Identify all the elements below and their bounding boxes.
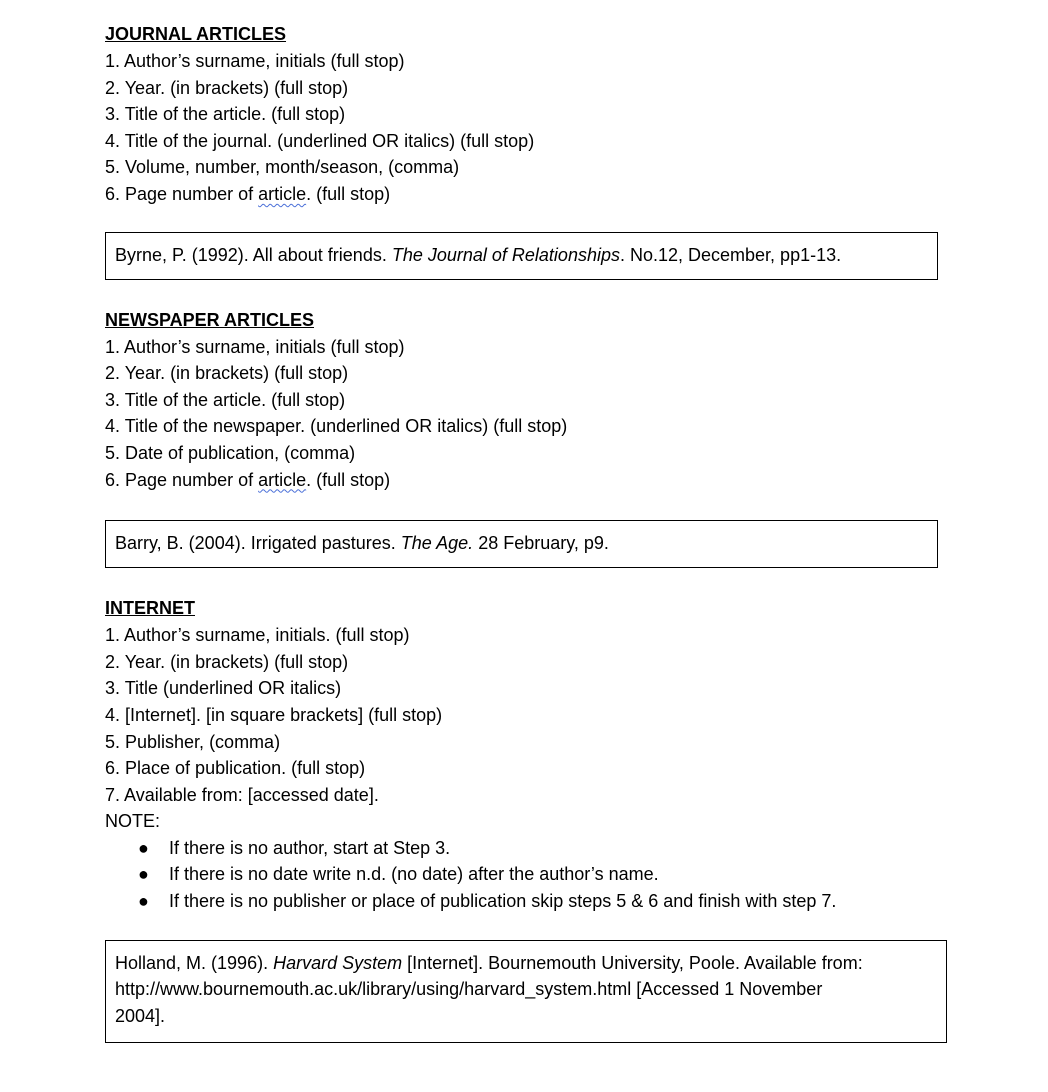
newspaper-example-reference: [115, 530, 928, 557]
internet-steps-list: [105, 622, 985, 835]
journal-step-6-before: 6. Page number of: [105, 183, 259, 204]
journal-example-title: The Journal of Relationships: [391, 244, 620, 265]
note-item: [105, 861, 985, 888]
journal-example-box: [105, 232, 938, 280]
newspaper-step-2: 2. Year. (in brackets) (full stop): [105, 363, 349, 384]
journal-step-5: 5. Volume, number, month/season, (comma): [105, 157, 460, 178]
journal-step-6-after: . (full stop): [306, 183, 391, 204]
notes-list: [105, 835, 985, 915]
newspaper-step-5: 5. Date of publication, (comma): [105, 442, 356, 463]
newspaper-step-6-after: . (full stop): [306, 469, 391, 490]
journal-example-details: . No.12, December, pp1-13.: [619, 244, 842, 265]
newspaper-step-1: 1. Author’s surname, initials (full stop): [105, 336, 405, 357]
internet-step-7: 7. Available from: [accessed date].: [105, 784, 379, 805]
journal-example-text: Byrne, P. (1992). All about friends.: [115, 244, 392, 265]
spellcheck-word[interactable]: article: [258, 469, 307, 490]
newspaper-steps-list: [105, 334, 985, 494]
bullet-icon: ●: [138, 891, 149, 912]
internet-step-6: 6. Place of publication. (full stop): [105, 758, 366, 779]
note-item: [105, 835, 985, 862]
internet-section: [105, 595, 985, 1043]
internet-step-5: 5. Publisher, (comma): [105, 731, 281, 752]
internet-example-text: Holland, M. (1996).: [115, 952, 274, 973]
newspaper-step-3: 3. Title of the article. (full stop): [105, 389, 346, 410]
internet-example-title: Harvard System: [273, 952, 403, 973]
newspaper-example-title: The Age.: [400, 533, 474, 554]
spellcheck-word[interactable]: article: [258, 183, 307, 204]
journal-articles-heading: JOURNAL ARTICLES: [105, 24, 287, 44]
newspaper-example-box: [105, 520, 938, 568]
newspaper-example-text: Barry, B. (2004). Irrigated pastures.: [115, 533, 401, 554]
journal-step-4: 4. Title of the journal. (underlined OR italics) (full stop): [105, 130, 535, 151]
internet-example-details: [Internet]. Bournemouth University, Poole. Available from:: [402, 952, 863, 973]
internet-example-line-3: 2004].: [115, 1005, 166, 1026]
internet-example-box: [105, 940, 947, 1043]
note-text: If there is no publisher or place of publication skip steps 5 & 6 and finish with step 7.: [169, 891, 837, 912]
newspaper-step-4: 4. Title of the newspaper. (underlined OR italics) (full stop): [105, 416, 568, 437]
internet-step-1: 1. Author’s surname, initials. (full stop): [105, 625, 410, 646]
bullet-icon: ●: [138, 864, 149, 885]
journal-example-reference: [115, 242, 928, 269]
journal-step-1: 1. Author’s surname, initials (full stop): [105, 51, 405, 71]
journal-step-6: [105, 181, 985, 208]
newspaper-example-details: 28 February, p9.: [473, 533, 609, 554]
note-text: If there is no date write n.d. (no date) after the author’s name.: [169, 864, 659, 885]
journal-step-3: 3. Title of the article. (full stop): [105, 104, 346, 125]
newspaper-articles-heading: NEWSPAPER ARTICLES: [105, 309, 315, 330]
journal-steps-list: [105, 48, 985, 208]
note-item: [105, 888, 985, 915]
internet-heading: INTERNET: [105, 598, 195, 619]
internet-step-4: 4. [Internet]. [in square brackets] (full stop): [105, 704, 443, 725]
newspaper-step-6-before: 6. Page number of: [105, 469, 259, 490]
internet-step-2: 2. Year. (in brackets) (full stop): [105, 651, 349, 672]
internet-step-3: 3. Title (underlined OR italics): [105, 678, 342, 699]
bullet-icon: ●: [138, 837, 149, 858]
internet-example-line-1: [115, 950, 937, 977]
newspaper-step-6: [105, 467, 985, 494]
internet-example-line-2: http://www.bournemouth.ac.uk/library/using/harvard_system.html [Accessed 1 November: [115, 979, 823, 1000]
document-page: [105, 21, 985, 1043]
newspaper-articles-section: [105, 307, 985, 569]
note-label: NOTE:: [105, 811, 161, 832]
journal-step-2: 2. Year. (in brackets) (full stop): [105, 77, 349, 98]
note-text: If there is no author, start at Step 3.: [169, 837, 451, 858]
journal-articles-section: [105, 21, 985, 280]
